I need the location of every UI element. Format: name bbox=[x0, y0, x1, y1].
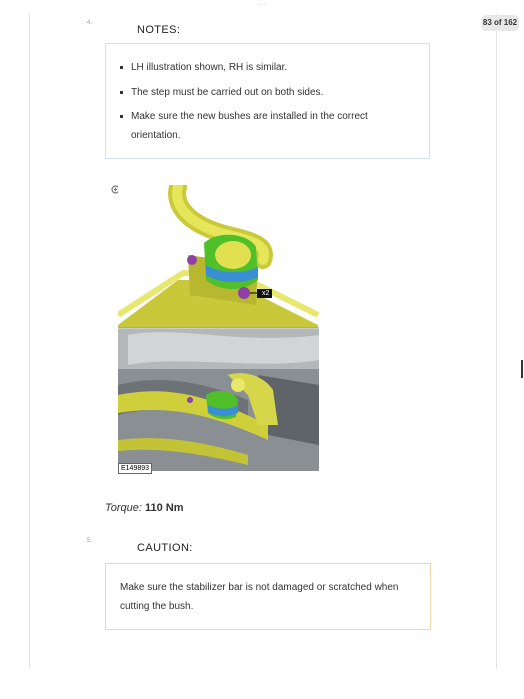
quantity-callout: x2 bbox=[257, 289, 272, 298]
note-text: Make sure the new bushes are installed in the correct orientation. bbox=[131, 111, 368, 141]
stabilizer-bar-illustration bbox=[118, 185, 319, 471]
caution-text: Make sure the stabilizer bar is not damaged or scratched when cutting the bush. bbox=[120, 582, 399, 612]
page-counter: 83 of 162 bbox=[481, 15, 519, 31]
list-item bbox=[120, 107, 400, 145]
torque-spec bbox=[105, 502, 184, 514]
torque-label: Torque: bbox=[105, 502, 142, 514]
scrollbar[interactable] bbox=[521, 360, 523, 378]
figure-label: E149893 bbox=[118, 463, 152, 474]
step-number: 4. bbox=[87, 20, 93, 26]
bullet-icon bbox=[120, 115, 123, 118]
notes-heading: NOTES: bbox=[137, 24, 181, 36]
bullet-icon bbox=[120, 66, 123, 69]
note-text: The step must be carried out on both sides. bbox=[131, 87, 324, 98]
caution-box bbox=[105, 563, 431, 630]
note-text: LH illustration shown, RH is similar. bbox=[131, 62, 288, 73]
list-item bbox=[120, 58, 400, 77]
torque-value: 110 Nm bbox=[144, 502, 184, 514]
step-number: 5. bbox=[87, 538, 93, 544]
drag-handle[interactable]: ··· bbox=[258, 0, 266, 9]
list-item bbox=[120, 83, 400, 102]
notes-box bbox=[105, 43, 430, 159]
caution-heading: CAUTION: bbox=[137, 542, 193, 554]
bullet-icon bbox=[120, 91, 123, 94]
